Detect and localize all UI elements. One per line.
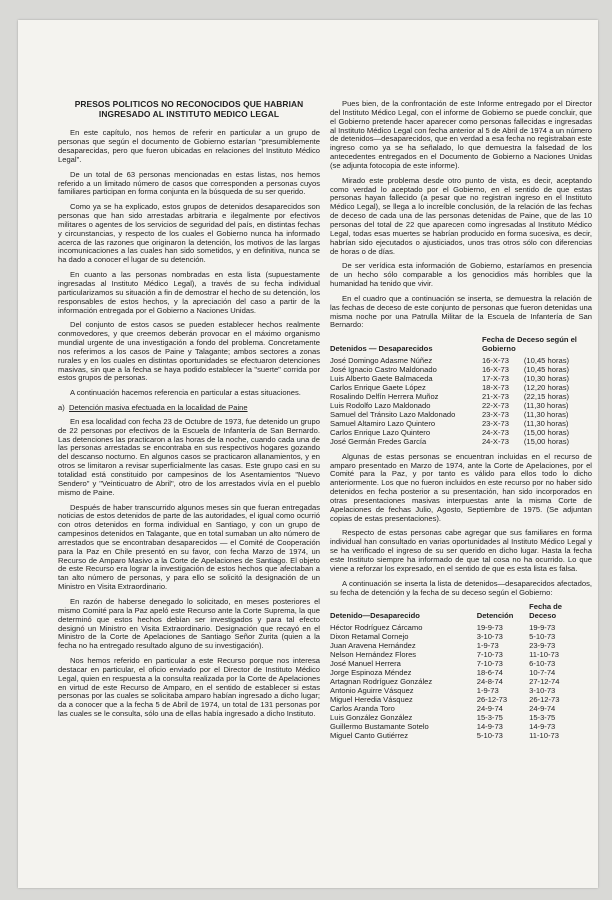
left-column	[58, 100, 320, 870]
table-cell: 15-3-75	[476, 712, 503, 722]
table-cell: 18-X-73	[481, 383, 509, 393]
table-cell: 7-10-73	[476, 650, 503, 660]
table-header-row	[330, 603, 592, 624]
paragraph: Como ya se ha explicado, estos grupos de detenidos desaparecidos son personas que han sido arrestadas arbitraria e ilegalmente por efectivos militares o agentes de los servicios de seguridad del país, en distintas fechas y circunstancias, y respecto de los cuales el Gobierno nunca ha informado acerca de las razones que originaron la detención, los motivos de las largas incomunicaciones a las cuales han sido sometidos, y en definitiva, nunca se ha dado a conocer el lugar de su detención.	[58, 202, 320, 265]
right-paragraphs-before	[330, 100, 592, 330]
table-cell: (12,20 horas)	[523, 383, 570, 393]
table-cell: Jorge Espinoza Méndez	[330, 668, 412, 678]
left-paragraphs-before	[58, 129, 320, 398]
table-header-cell: Detenidos — Desaparecidos	[330, 344, 433, 354]
table-cell: 5-10-73	[529, 632, 556, 642]
table-cell: (15,00 horas)	[523, 436, 570, 446]
table-cell: José Manuel Herrera	[330, 659, 401, 669]
table-cell: (11,30 horas)	[523, 400, 569, 410]
table-cell: 11-10-73	[529, 650, 559, 660]
table-cell: 11-10-73	[529, 730, 559, 740]
table-cell: Guillermo Bustamante Sotelo	[330, 721, 429, 731]
table-cell: José Domingo Adasme Núñez	[330, 356, 433, 366]
table-cell: 21-X-73	[481, 391, 509, 401]
document-page	[18, 20, 598, 888]
table-cell: Luis González González	[330, 712, 413, 722]
table-cell: (10,45 horas)	[523, 365, 570, 375]
table-cell: 7-10-73	[476, 659, 503, 669]
table-cell: Dixon Retamal Cornejo	[330, 632, 409, 642]
table-cell: Nelson Hernández Flores	[330, 650, 417, 660]
table-cell: (11,30 horas)	[523, 418, 569, 428]
table-header-cell: Detención	[476, 611, 514, 621]
paragraph: En esa localidad con fecha 23 de Octubre de 1973, fue detenido un grupo de 22 personas por efectivos de la Escuela de Infantería de San Bernardo. Las detenciones las practicaron a las horas de la noche, cuando cada una de las personas arrestadas se encontraba en sus respectivos hogares gozando del descanso nocturno. En algunos casos se practicaron allanamientos, y en otros se limitaron a revisar superficialmente las casas. Este grupo casi en su totalidad está constituido por campesinos de los Asentamientos "Nuevo Sendero" y "Veinticuatro de Abril", otro de los arrestados vivía en el pueblo mismo de Paine.	[58, 416, 320, 497]
table-cell: Carlos Enrique Gaete López	[330, 383, 426, 393]
table-header-cell: Fecha de Deceso	[529, 602, 563, 621]
table-cell: 14-9-73	[529, 721, 556, 731]
paragraph: Mirado este problema desde otro punto de vista, es decir, aceptando como verdad lo aceptado por el Gobierno, en el sentido de que estas personas hayan fallecido (a pesar que no registran ingreso en el Instituto Médico Legal), se llega a lo increíble conclusión, de la relación de las fechas de deceso de cada una de las personas detenidas de Paine, que de las 10 personas del total de 22 que aparecen como ingresadas al Instituto Médico Legal, todas esas muertes se habrían producido en forma sucesiva, es decir, habrían sido ejecutados o ajusticiados, unos tras otros sólo con diferencias de horas o de días.	[330, 175, 592, 256]
paragraph: En cuanto a las personas nombradas en esta lista (supuestamente ingresadas al Instituto Médico Legal), a través de su fecha individual particularizamos su situación a fin de demostrar el hecho de su detención, los responsables de estos hechos, y la apreciación del caso a partir de la información entregada por el Gobierno a Naciones Unidas.	[58, 270, 320, 315]
paragraph: Del conjunto de estos casos se pueden establecer hechos realmente conmovedores, y que creemos deberán provocar en el máximo organismo mundial urgente de una investigación a fondo del problema. Concretamente nos referimos a los casos de Paine y Talagante; ambos sectores a zonas rurales y en los cuales en distintas oportunidades se efectuaron detenciones masivas, sin que a la fecha se haya podido establecer la "suerte" corrida por estos grupos de personas.	[58, 320, 320, 383]
table-header-row	[330, 336, 592, 357]
table-cell: 6-10-73	[529, 659, 556, 669]
table-cell: 16-X-73	[481, 356, 509, 366]
table-cell: 24-X-73	[481, 436, 509, 446]
table-cell: José Ignacio Castro Maldonado	[330, 365, 437, 375]
table-cell: Juan Aravena Hernández	[330, 641, 416, 651]
right-paragraphs-middle	[330, 453, 592, 598]
table-row	[330, 438, 592, 447]
table-cell: 23-9-73	[529, 641, 556, 651]
table-cell: 17-X-73	[481, 374, 509, 384]
table-cell: 1-9-73	[476, 685, 499, 695]
paragraph: En este capítulo, nos hemos de referir en particular a un grupo de personas que según el documento de Gobierno estarían "presumiblemente desaparecidas, pero que fueron ubicadas en relaciones del Instituto Médico Legal".	[58, 128, 320, 164]
paragraph: Pues bien, de la confrontación de este Informe entregado por el Director del Instituto Médico Legal, con el informe de Gobierno se puede concluir, que el Gobierno pretende hacer aparecer como personas fallecidas e ingresadas al Instituto Médico Legal con fecha anterior al 5 de Abril de 1974 a un número de detenidos—desaparecidos, que en verdad a esa fecha no registraban este ingreso como ya se ha señalado, lo que demuestra la falsedad de los antecedentes entregados en el Documento de Gobierno a Naciones Unidas (se adjunta fotocopia de este informe).	[330, 100, 592, 170]
paragraph: De un total de 63 personas mencionadas en estas listas, nos hemos referido a un limitado número de casos que corresponden a personas cuyos familiares participan en forma conjunta en la búsqueda de su ser querido.	[58, 169, 320, 197]
table-cell: 18-6-74	[476, 668, 503, 678]
section-heading-text: Detención masiva efectuada en la localidad de Paine	[69, 403, 248, 413]
paragraph: Respecto de estas personas cabe agregar que sus familiares en forma individual han consultado en varias oportunidades al Instituto Médico Legal y se ha verificado el ingreso de su ser querido en dicho lugar. Hasta la fecha este Instituto siempre ha informado de que tal cosa no ha ocurrido. Lo que viene a reforzar los expresado, en el sentido de que es esta lista es falsa.	[330, 528, 592, 573]
table-cell: Carlos Aranda Toro	[330, 703, 395, 713]
table-cell: José Germán Fredes García	[330, 436, 427, 446]
table-cell: Miguel Heredia Vásquez	[330, 694, 413, 704]
paragraph: En el cuadro que a continuación se inserta, se demuestra la relación de las fechas de deceso de este conjunto de personas que fueron detenidas una misma noche por una Patrulla Militar de la Escuela de Infantería de San Bernardo:	[330, 293, 592, 330]
table-cell: (22,15 horas)	[523, 391, 570, 401]
table-cell: 3-10-73	[529, 685, 556, 695]
table-cell: 15-3-75	[529, 712, 556, 722]
document-title: PRESOS POLITICOS NO RECONOCIDOS QUE HABRIAN INGRESADO AL INSTITUTO MEDICO LEGAL	[74, 100, 304, 119]
paragraph: De ser verídica esta información de Gobierno, estaríamos en presencia de un hecho sólo comparable a los genocidios más horribles que la humanidad ha tenido que vivir.	[330, 261, 592, 289]
table-cell: Héctor Rodríguez Cárcamo	[330, 623, 423, 633]
table-cell: 23-X-73	[481, 409, 509, 419]
deceso-table	[330, 336, 592, 446]
table-cell: (10,45 horas)	[523, 356, 570, 366]
paragraph: A continuación se inserta la lista de detenidos—desaparecidos afectados, su fecha de detención y la fecha de su deceso según el Gobierno:	[330, 578, 592, 597]
section-heading	[58, 404, 320, 413]
table-cell: 22-X-73	[481, 400, 509, 410]
table-header-cell: Detenido—Desaparecido	[330, 611, 420, 621]
table-cell: 19-9-73	[476, 623, 503, 633]
left-paragraphs-after	[58, 418, 320, 719]
paragraph: Después de haber transcurrido algunos meses sin que fueran entregadas noticias de estos detenidos de parte de las autoridades, el igual como ocurrió con otros detenidos en forma individual en Santiago, y con un grupo de campesinos detenidos en Talagante, que en total sumaban un alto número de arrestados que se encontraban desaparecidos — el Comité de Cooperación para la Paz en Chile presentó en su favor, con fecha Marzo de 1974, un Recurso de Amparo Masivo a la Corte de Apelaciones de Santiago. El objeto de este Recurso era lograr la investigación de estos hechos que afectaban a tan alto número de personas, y para ello se solicitó la designación de un Ministro en Visita Extraordinario.	[58, 502, 320, 592]
table-header-cell: Fecha de Deceso según el Gobierno	[481, 335, 577, 354]
table-cell: Carlos Enrique Lazo Quintero	[330, 427, 431, 437]
table-cell: 24-9-74	[476, 703, 503, 713]
table-cell: Samuel del Tránsito Lazo Maldonado	[330, 409, 456, 419]
table-cell: 27-12-74	[529, 676, 560, 686]
table-cell: 16-X-73	[481, 365, 509, 375]
deceso-table-body	[330, 357, 592, 447]
table-cell: Artagnan Rodríguez González	[330, 676, 433, 686]
table-cell: Luis Rodolfo Lazo Maldonado	[330, 400, 431, 410]
detention-table	[330, 603, 592, 740]
table-cell: Samuel Altamiro Lazo Quintero	[330, 418, 436, 428]
table-cell: (15,00 horas)	[523, 427, 570, 437]
section-heading-prefix: a)	[58, 403, 65, 413]
table-cell: 5-10-73	[476, 730, 503, 740]
table-cell: 26-12-73	[476, 694, 508, 704]
paragraph: En razón de haberse denegado lo solicitado, en meses posteriores el mismo Comité para la Paz apeló este Recurso ante la Corte Suprema, la que determinó que estos hechos debían ser investigados y para tal efecto designó un Ministro en Visita Extraordinario. Designación que recayó en el Ministro de la Corte de Apelaciones de Santiago Señor Zurita (quien a la fecha no ha entregado resultado alguno de su investigación).	[58, 596, 320, 651]
table-cell: Antonio Aguirre Vásquez	[330, 685, 414, 695]
table-row	[330, 732, 592, 741]
table-cell: Luis Alberto Gaete Balmaceda	[330, 374, 433, 384]
table-cell: 14-9-73	[476, 721, 503, 731]
table-cell: 24-9-74	[529, 703, 556, 713]
table-cell: (10,30 horas)	[523, 374, 570, 384]
table-cell: 23-X-73	[481, 418, 509, 428]
right-column	[330, 100, 592, 870]
paragraph: Algunas de estas personas se encuentran incluidas en el recurso de amparo presentado en Marzo de 1974, ante la Corte de Apelaciones, por el Comité para la Paz, y por tanto es válido para ellos todo lo dicho anteriormente. Los que no fueron incluidos en este recurso por no haber sido detenidos en fecha posterior a su presentación, han sido incorporados en otras presentaciones masivas interpuestas ante la misma Corte de Apelaciones de fechas Julio, Agosto, Septiembre de 1975. (Se adjuntan copias de estas presentaciones).	[330, 451, 592, 523]
table-cell: Rosalindo Delfín Herrera Muñoz	[330, 391, 439, 401]
table-cell: 26-12-73	[529, 694, 560, 704]
paragraph: A continuación hacemos referencia en particular a estas situaciones.	[70, 388, 301, 398]
table-cell: 19-9-73	[529, 623, 556, 633]
table-cell: 3-10-73	[476, 632, 503, 642]
paragraph: Nos hemos referido en particular a este Recurso porque nos interesa destacar en particular, el oficio enviado por el Director de Instituto Médico Legal, quien en respuesta a la consulta realizada por la Corte de Apelaciones en virtud de este Recurso de Amparo, en el sentido de establecer si estas personas por las cuales se solicitaba amparo habían ingresado a dicho lugar; da a conocer que a la fecha 5 de Abril de 1974, un total de 131 personas por las cuales se le consulta, sólo una de ellas había ingresado a dicho Instituto.	[58, 656, 320, 719]
table-cell: 24-8-74	[476, 676, 503, 686]
detention-table-body	[330, 624, 592, 740]
table-cell: 1-9-73	[476, 641, 499, 651]
table-cell: (11,30 horas)	[523, 409, 569, 419]
table-cell: 10-7-74	[529, 668, 556, 678]
table-cell: Miguel Canto Gutiérrez	[330, 730, 409, 740]
table-cell: 24-X-73	[481, 427, 509, 437]
